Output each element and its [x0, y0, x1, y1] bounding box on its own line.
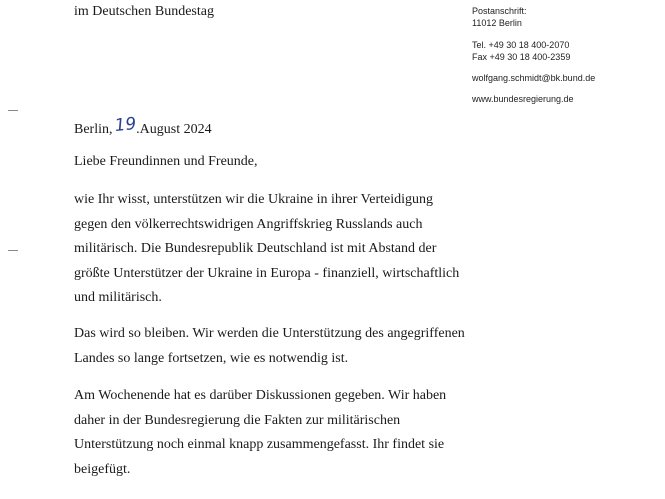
paragraph-2: [74, 322, 494, 371]
paragraph-line: beigefügt.: [74, 461, 131, 477]
paragraph-line: größte Unterstützer der Ukraine in Europa - finanziell, wirtschaftlich: [74, 265, 460, 281]
email-address[interactable]: wolfgang.schmidt@bk.bund.de: [472, 73, 596, 83]
salutation: Liebe Freundinnen und Freunde,: [74, 154, 258, 169]
paragraph-line: militärisch. Die Bundesrepublik Deutschland ist mit Abstand der: [74, 241, 437, 256]
sender-line: im Deutschen Bundestag: [74, 4, 214, 19]
date-month-year: .August 2024: [136, 122, 212, 137]
date-city: Berlin,: [74, 122, 113, 137]
postal-code-city: 11012 Berlin: [472, 18, 522, 28]
paragraph-line: Das wird so bleiben. Wir werden die Unterstützung des angegriffenen: [74, 326, 465, 341]
paragraph-line: und militärisch.: [74, 290, 162, 305]
paragraph-line: gegen den völkerrechtswidrigen Angriffskrieg Russlands auch: [74, 216, 423, 232]
date-line: [74, 113, 212, 138]
fax-number: Fax +49 30 18 400-2359: [472, 52, 571, 62]
paragraph-3: [74, 384, 494, 482]
postal-label: Postanschrift:: [472, 6, 527, 16]
paragraph-1: [74, 188, 494, 311]
fold-mark-middle: [8, 250, 18, 251]
handwritten-day: 19: [113, 113, 137, 137]
paragraph-line: Am Wochenende hat es darüber Diskussionen gegeben. Wir haben: [74, 388, 447, 403]
paragraph-line: Landes so lange fortsetzen, wie es notwendig ist.: [74, 350, 349, 366]
fold-mark-top: [8, 110, 18, 111]
paragraph-line: daher in der Bundesregierung die Fakten zur militärischen: [74, 412, 401, 428]
paragraph-line: Unterstützung noch einmal knapp zusammengefasst. Ihr findet sie: [74, 437, 445, 452]
phone-number: Tel. +49 30 18 400-2070: [472, 40, 570, 50]
paragraph-line: wie Ihr wisst, unterstützen wir die Ukraine in ihrer Verteidigung: [74, 192, 433, 207]
website-link[interactable]: www.bundesregierung.de: [472, 94, 574, 104]
